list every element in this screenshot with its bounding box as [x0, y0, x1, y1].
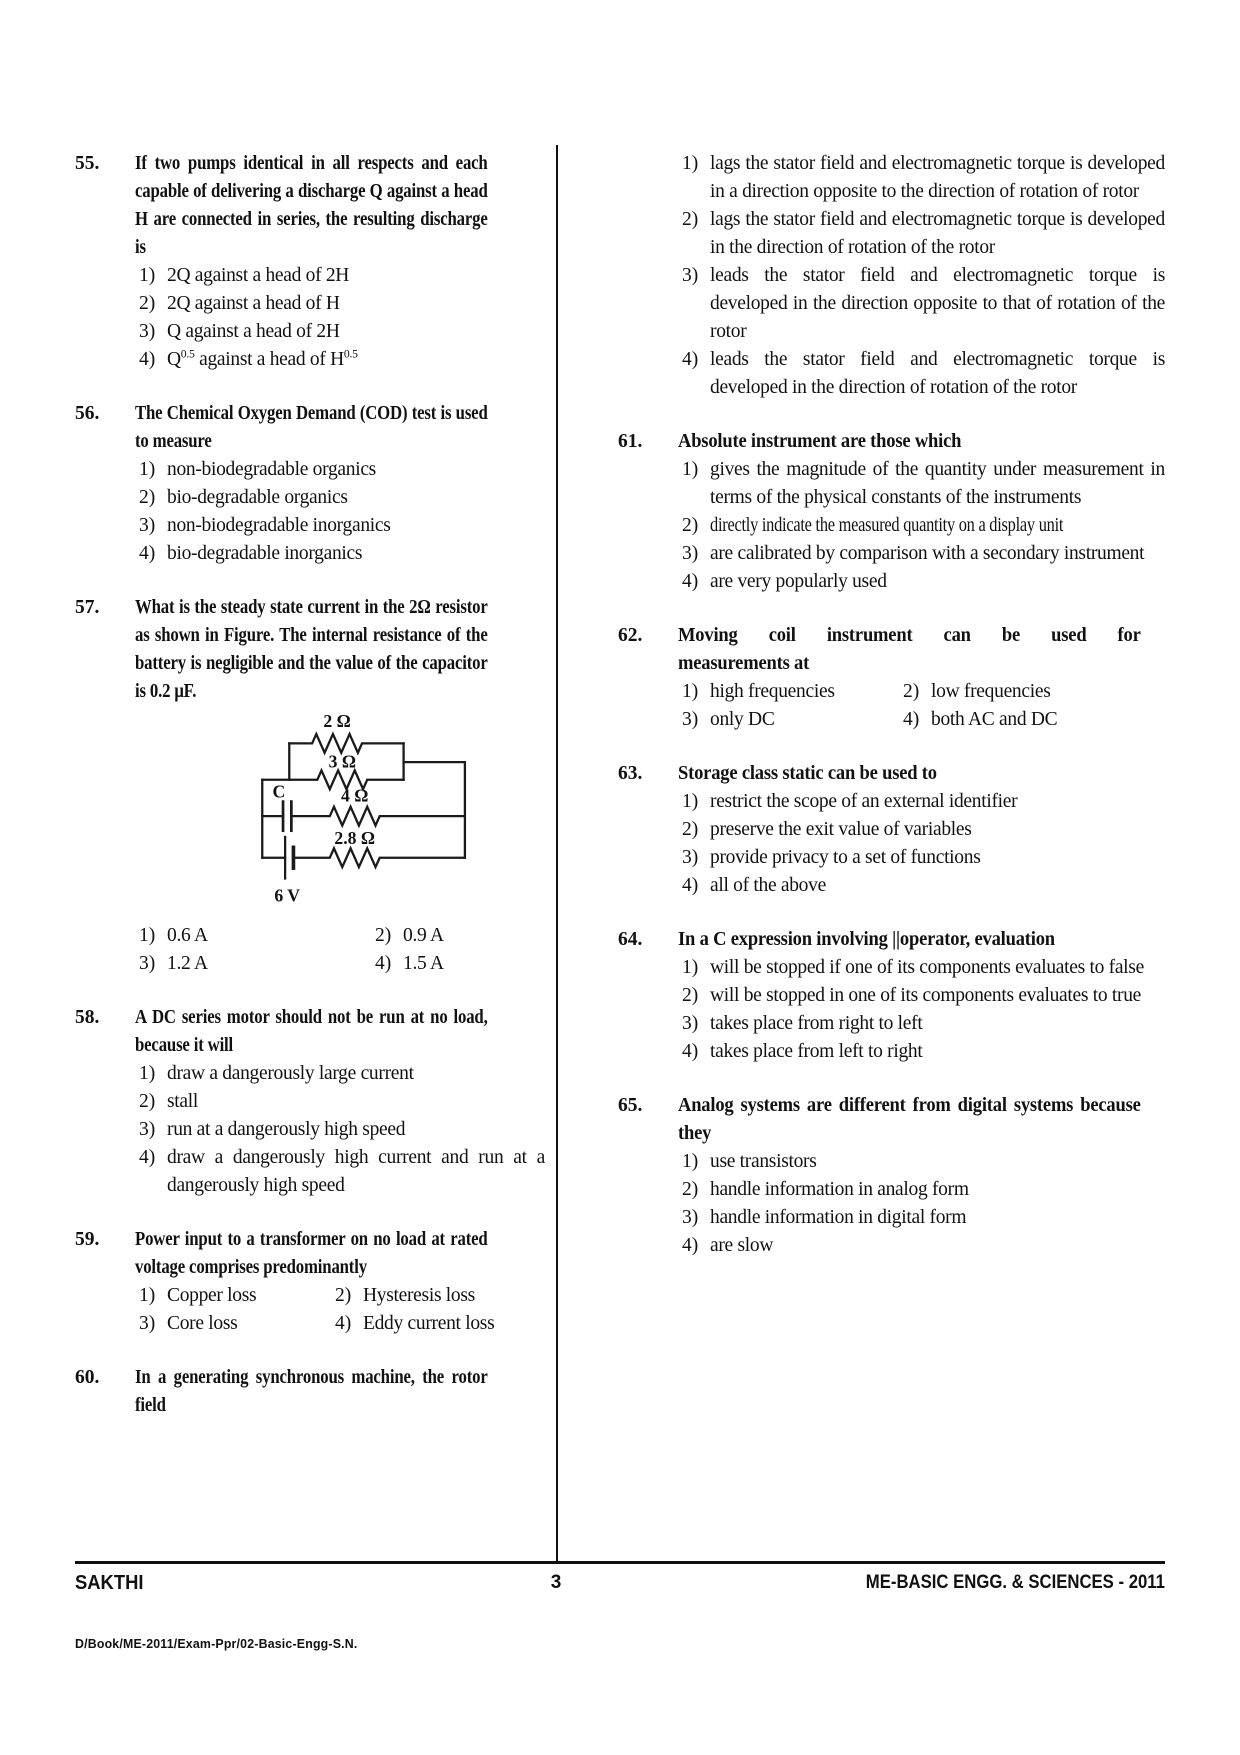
option-row: [682, 844, 1165, 872]
question-number: 57.: [75, 597, 100, 618]
option-text: takes place from right to left: [710, 1013, 923, 1034]
option-number: 1): [139, 1285, 156, 1306]
option-row: [139, 1116, 545, 1144]
options-list: [618, 788, 1165, 900]
question-text: Analog systems are different from digital systems because they: [678, 1095, 1141, 1144]
question-number: 64.: [618, 929, 643, 950]
options-grid: [75, 922, 545, 978]
question-number: 61.: [618, 431, 643, 452]
option-number: 3): [139, 1119, 156, 1140]
question-number: 63.: [618, 763, 643, 784]
option-row: [375, 922, 545, 950]
option-row: [682, 568, 1165, 596]
option-row: [682, 1176, 1165, 1204]
option-text: takes place from left to right: [710, 1041, 923, 1062]
option-number: 1): [682, 791, 699, 812]
resistor-2p8ohm-label: 2.8 Ω: [334, 828, 376, 849]
question-60: [75, 1364, 545, 1420]
option-number: 1): [682, 153, 699, 174]
option-text: gives the magnitude of the quantity under measurement in terms of the physical constants of the instruments: [710, 459, 1165, 508]
capacitor-label: C: [272, 781, 286, 802]
option-row: [682, 678, 903, 706]
options-list: [618, 954, 1165, 1066]
question-number: 56.: [75, 403, 100, 424]
option-row: [139, 540, 545, 568]
option-text: high frequencies: [710, 681, 835, 702]
option-text: 2Q against a head of H: [167, 293, 340, 314]
question-text: Storage class static can be used to: [678, 763, 937, 784]
option-number: 4): [375, 953, 392, 974]
option-text: only DC: [710, 709, 775, 730]
option-row: [682, 1204, 1165, 1232]
option-number: 4): [682, 1041, 699, 1062]
option-number: 2): [903, 681, 920, 702]
options-grid: [618, 678, 1165, 734]
option-text: provide privacy to a set of functions: [710, 847, 981, 868]
option-row: [682, 206, 1165, 262]
option-number: 4): [682, 349, 699, 370]
option-number: 1): [139, 925, 156, 946]
option-text: leads the stator field and electromagnetic torque is developed in the direction opposite to that of rotation of the rotor: [710, 265, 1165, 342]
option-text: Copper loss: [167, 1285, 257, 1306]
option-number: 3): [139, 321, 156, 342]
question-63: [618, 760, 1165, 900]
page-number: 3: [550, 1572, 562, 1593]
option-row: [139, 262, 545, 290]
option-row: [139, 512, 545, 540]
question-text: In a C expression involving ||operator, evaluation: [678, 929, 1055, 950]
option-text: draw a dangerously large current: [167, 1063, 414, 1084]
question-text: [678, 622, 1141, 678]
option-number: 2): [375, 925, 392, 946]
option-text: Hysteresis loss: [363, 1285, 475, 1306]
option-number: 3): [139, 1313, 156, 1334]
question-text: A DC series motor should not be run at no load, because it will: [135, 1007, 488, 1056]
options-list: [618, 1148, 1165, 1260]
right-column: [618, 150, 1165, 1420]
option-text: 1.5 A: [403, 953, 444, 974]
option-row: [682, 788, 1165, 816]
question-59: [75, 1226, 545, 1338]
option-text: stall: [167, 1091, 198, 1112]
option-row: [139, 456, 545, 484]
option-number: 4): [139, 543, 156, 564]
option-row: [682, 954, 1165, 982]
option-row: [682, 706, 903, 734]
resistor-3ohm-label: 3 Ω: [328, 751, 356, 772]
option-text: draw a dangerously high current and run at a dangerously high speed: [167, 1147, 545, 1196]
question-number: 62.: [618, 625, 643, 646]
question-58: [75, 1004, 545, 1200]
resistor-4ohm-label: 4 Ω: [341, 785, 369, 806]
option-number: 4): [139, 1147, 156, 1168]
option-row: [139, 484, 545, 512]
option-text: are calibrated by comparison with a secondary instrument: [710, 543, 1145, 564]
option-row: [682, 1010, 1165, 1038]
column-divider: [556, 145, 558, 1561]
option-number: 2): [139, 1091, 156, 1112]
option-text: run at a dangerously high speed: [167, 1119, 406, 1140]
options-list: [75, 1060, 545, 1200]
option-text: all of the above: [710, 875, 826, 896]
option-row: [903, 678, 1165, 706]
question-number: 60.: [75, 1367, 100, 1388]
option-row: [682, 1148, 1165, 1176]
option-row: [682, 150, 1165, 206]
question-number: 65.: [618, 1095, 643, 1116]
print-imprint: D/Book/ME-2011/Exam-Ppr/02-Basic-Engg-S.N.: [75, 1636, 358, 1651]
option-row: [335, 1310, 545, 1338]
option-text: non-biodegradable inorganics: [167, 515, 391, 536]
option-text: low frequencies: [931, 681, 1051, 702]
option-number: 3): [682, 709, 699, 730]
battery-voltage-label: 6 V: [274, 885, 301, 906]
question-number: 55.: [75, 153, 100, 174]
question-56: [75, 400, 545, 568]
option-text: 2Q against a head of 2H: [167, 265, 350, 286]
option-row: [682, 1038, 1165, 1066]
option-row: [139, 346, 545, 374]
option-row: [139, 922, 375, 950]
option-number: 2): [682, 1179, 699, 1200]
option-row: [682, 982, 1165, 1010]
option-text: Core loss: [167, 1313, 238, 1334]
options-list: [75, 262, 545, 374]
question-62: [618, 622, 1165, 734]
option-row: [682, 1232, 1165, 1260]
superscript: 0.5: [343, 347, 358, 361]
option-number: 4): [682, 1235, 699, 1256]
question-text: The Chemical Oxygen Demand (COD) test is used to measure: [135, 403, 488, 452]
option-row: [139, 1282, 335, 1310]
option-text: directly indicate the measured quantity on a display unit: [710, 515, 1064, 536]
options-grid: [75, 1282, 545, 1338]
option-number: 3): [139, 953, 156, 974]
superscript: 0.5: [180, 347, 195, 361]
option-text: lags the stator field and electromagnetic torque is developed in the direction of rotation of the rotor: [710, 209, 1165, 258]
option-number: 3): [682, 1013, 699, 1034]
option-number: 4): [682, 875, 699, 896]
option-text: are slow: [710, 1235, 774, 1256]
options-list: [618, 150, 1165, 402]
option-number: 3): [139, 515, 156, 536]
option-text: use transistors: [710, 1151, 817, 1172]
option-row: [375, 950, 545, 978]
option-row: [682, 262, 1165, 346]
option-text: 1.2 A: [167, 953, 208, 974]
option-row: [335, 1282, 545, 1310]
option-row: [139, 1144, 545, 1200]
option-text: preserve the exit value of variables: [710, 819, 972, 840]
option-row: [682, 816, 1165, 844]
option-number: 3): [682, 1207, 699, 1228]
option-row: [682, 872, 1165, 900]
question-60-options: [618, 150, 1165, 402]
option-number: 4): [682, 571, 699, 592]
question-text: If two pumps identical in all respects and each capable of delivering a discharge Q against a head H are connected in series, the resulting discharge is: [135, 153, 488, 258]
option-number: 1): [682, 459, 699, 480]
option-text: bio-degradable inorganics: [167, 543, 363, 564]
option-number: 3): [682, 265, 699, 286]
option-text: 0.6 A: [167, 925, 208, 946]
resistor-2ohm-label: 2 Ω: [323, 712, 351, 731]
option-text: Eddy current loss: [363, 1313, 495, 1334]
question-number: 59.: [75, 1229, 100, 1250]
option-text: $Q^{0.5}$ against a head of $H^{0.5}$: [167, 347, 358, 370]
option-row: [682, 512, 1165, 540]
option-number: 2): [682, 515, 699, 536]
option-number: 1): [139, 265, 156, 286]
option-text: both AC and DC: [931, 709, 1058, 730]
option-text: are very popularly used: [710, 571, 887, 592]
question-57: [75, 594, 545, 978]
question-number: 58.: [75, 1007, 100, 1028]
option-text: will be stopped in one of its components evaluates to true: [710, 985, 1142, 1006]
circuit-figure: [229, 712, 545, 912]
option-number: 1): [682, 957, 699, 978]
option-text: Q against a head of 2H: [167, 321, 340, 342]
option-number: 1): [682, 681, 699, 702]
question-text: Absolute instrument are those which: [678, 431, 962, 452]
option-row: [903, 706, 1165, 734]
option-number: 2): [682, 819, 699, 840]
option-text: non-biodegradable organics: [167, 459, 376, 480]
option-row: [682, 346, 1165, 402]
circuit-wiring: [262, 734, 465, 878]
two-column-content: [75, 150, 1165, 1420]
option-number: 2): [139, 487, 156, 508]
option-number: 2): [335, 1285, 352, 1306]
option-number: 4): [139, 349, 156, 370]
question-text-line2: measurements at: [678, 653, 810, 674]
option-text: bio-degradable organics: [167, 487, 348, 508]
option-row: [139, 1060, 545, 1088]
option-number: 1): [139, 1063, 156, 1084]
option-row: [682, 540, 1165, 568]
footer-rule: [75, 1561, 1165, 1564]
option-row: [139, 290, 545, 318]
option-text: handle information in digital form: [710, 1207, 967, 1228]
option-text: leads the stator field and electromagnetic torque is developed in the direction of rotation of the rotor: [710, 349, 1165, 398]
question-text: In a generating synchronous machine, the rotor field: [135, 1367, 488, 1416]
publisher-name: SAKTHI: [75, 1572, 144, 1594]
option-number: 4): [335, 1313, 352, 1334]
question-64: [618, 926, 1165, 1066]
question-text: What is the steady state current in the 2Ω resistor as shown in Figure. The internal resistance of the battery is negligible and the value of the capacitor is 0.2 μF.: [135, 597, 488, 702]
option-number: 2): [682, 985, 699, 1006]
option-number: 3): [682, 543, 699, 564]
option-text: restrict the scope of an external identifier: [710, 791, 1018, 812]
option-number: 3): [682, 847, 699, 868]
options-list: [618, 456, 1165, 596]
option-row: [682, 456, 1165, 512]
question-55: [75, 150, 545, 374]
option-text: 0.9 A: [403, 925, 444, 946]
option-row: [139, 318, 545, 346]
exam-title: ME-BASIC ENGG. & SCIENCES - 2011: [865, 1572, 1165, 1593]
question-text: Power input to a transformer on no load at rated voltage comprises predominantly: [135, 1229, 488, 1278]
option-row: [139, 1088, 545, 1116]
question-61: [618, 428, 1165, 596]
option-number: 1): [139, 459, 156, 480]
option-number: 2): [682, 209, 699, 230]
left-column: [75, 150, 545, 1420]
option-text: lags the stator field and electromagnetic torque is developed in a direction opposite to the direction of rotation of rotor: [710, 153, 1165, 202]
question-65: [618, 1092, 1165, 1260]
options-list: [75, 456, 545, 568]
option-number: 4): [903, 709, 920, 730]
option-row: [139, 1310, 335, 1338]
option-text: will be stopped if one of its components evaluates to false: [710, 957, 1144, 978]
option-row: [139, 950, 375, 978]
option-text: handle information in analog form: [710, 1179, 969, 1200]
option-number: 2): [139, 293, 156, 314]
option-number: 1): [682, 1151, 699, 1172]
question-text-line1: Moving coil instrument can be used for: [678, 625, 1141, 646]
